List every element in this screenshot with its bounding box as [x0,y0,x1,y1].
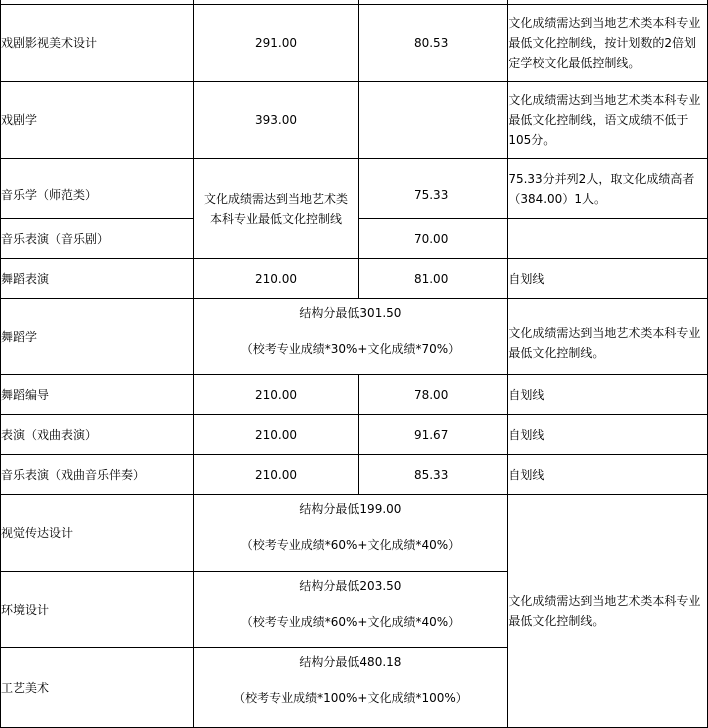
table-row [1,259,708,299]
major-score: 75.33 [359,159,508,219]
note: 文化成绩需达到当地艺术类本科专业最低文化控制线，按计划数的2倍划定学校文化最低控制线。 [508,5,708,82]
note: 文化成绩需达到当地艺术类本科专业最低文化控制线。 [508,299,708,375]
major-name: 戏剧学 [1,82,194,159]
culture-score: 210.00 [193,375,359,415]
major-name: 舞蹈学 [1,299,194,375]
major-name: 表演（戏曲表演） [1,415,194,455]
note: 自划线 [508,415,708,455]
major-score: 70.00 [359,219,508,259]
major-name: 音乐表演（音乐剧） [1,219,194,259]
major-name: 舞蹈表演 [1,259,194,299]
structure-score-cell [193,648,508,728]
structure-score-cell [193,572,508,648]
note: 文化成绩需达到当地艺术类本科专业最低文化控制线，语文成绩不低于105分。 [508,82,708,159]
major-score: 78.00 [359,375,508,415]
major-score: 85.33 [359,455,508,495]
major-score: 80.53 [359,5,508,82]
structure-score: 结构分最低480.18 [299,655,402,669]
table-row [1,299,708,375]
note [508,219,708,259]
note: 自划线 [508,375,708,415]
table-row [1,159,708,219]
table-row [1,495,708,572]
note: 75.33分并列2人，取文化成绩高者（384.00）1人。 [508,159,708,219]
table-row [1,82,708,159]
merged-culture-text: 文化成绩需达到当地艺术类本科专业最低文化控制线 [203,191,348,226]
structure-score-cell [193,495,508,572]
formula: （校考专业成绩*100%+文化成绩*100%） [233,691,468,705]
note: 自划线 [508,455,708,495]
major-name: 环境设计 [1,572,194,648]
note: 文化成绩需达到当地艺术类本科专业最低文化控制线。 [508,594,701,628]
structure-score: 结构分最低199.00 [299,502,402,516]
merged-culture-requirement [193,159,359,259]
structure-score-cell [193,299,508,375]
culture-score: 210.00 [193,415,359,455]
table-row [1,415,708,455]
culture-score: 393.00 [193,82,359,159]
formula: （校考专业成绩*60%+文化成绩*40%） [240,615,461,629]
table-row [1,5,708,82]
major-score: 91.67 [359,415,508,455]
major-name: 音乐表演（戏曲音乐伴奏） [1,455,194,495]
table-row [1,375,708,415]
merged-art-note [508,495,708,728]
major-name: 工艺美术 [1,648,194,728]
major-name: 视觉传达设计 [1,495,194,572]
formula: （校考专业成绩*30%+文化成绩*70%） [240,342,461,356]
table-row [1,455,708,495]
major-name: 舞蹈编导 [1,375,194,415]
culture-score: 210.00 [193,259,359,299]
culture-score: 291.00 [193,5,359,82]
major-name: 戏剧影视美术设计 [1,5,194,82]
major-name: 音乐学（师范类） [1,159,194,219]
major-score [359,82,508,159]
major-score: 81.00 [359,259,508,299]
note: 自划线 [508,259,708,299]
formula: （校考专业成绩*60%+文化成绩*40%） [240,538,461,552]
structure-score: 结构分最低203.50 [299,579,402,593]
structure-score: 结构分最低301.50 [299,306,402,320]
culture-score: 210.00 [193,455,359,495]
